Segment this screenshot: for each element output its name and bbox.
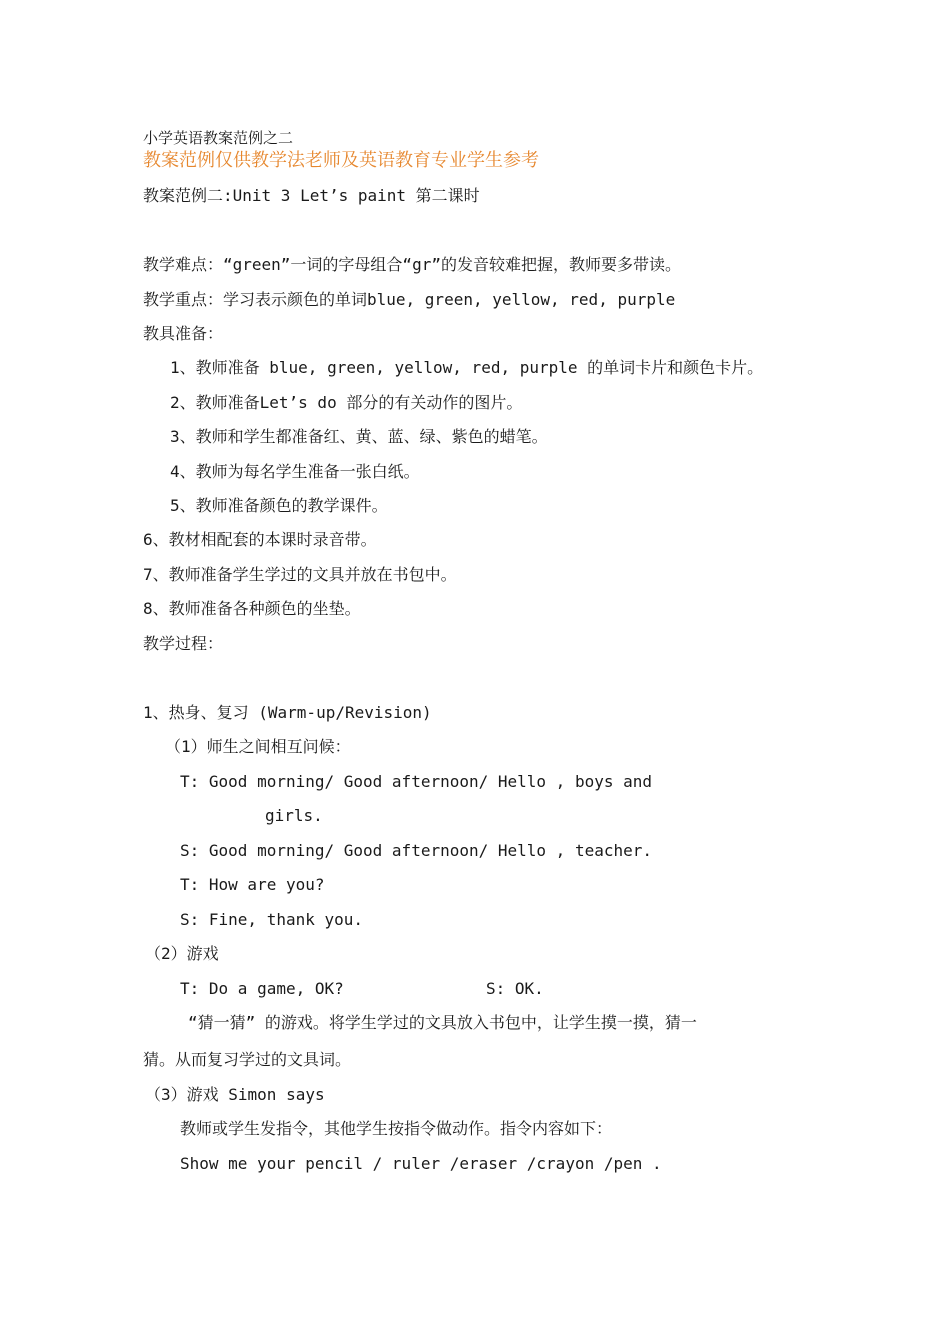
prep-item: 2、教师准备Let’s do 部分的有关动作的图片。 (170, 393, 523, 412)
simon-description: 教师或学生发指令，其他学生按指令做动作。指令内容如下： (180, 1119, 613, 1138)
prep-item: 5、教师准备颜色的教学课件。 (170, 496, 388, 515)
step1-heading: 1、热身、复习 (Warm-up/Revision) (143, 703, 432, 722)
document-header-title: 小学英语教案范例之二 (143, 129, 294, 147)
dialog-line: T: How are you? (180, 875, 325, 894)
lesson-title: 教案范例二:Unit 3 Let’s paint 第二课时 (143, 186, 480, 205)
game-description: “猜一猜” 的游戏。将学生学过的文具放入书包中，让学生摸一摸，猜一 (188, 1013, 697, 1032)
sub2-heading: （2）游戏 (145, 944, 219, 963)
teaching-key-points: 教学重点：学习表示颜色的单词blue, green, yellow, red, purple (143, 290, 676, 309)
document-subtitle: 教案范例仅供教学法老师及英语教育专业学生参考 (143, 150, 539, 171)
dialog-line: girls. (265, 806, 323, 825)
game-student-line: S: OK. (486, 979, 544, 998)
prep-item: 8、教师准备各种颜色的坐垫。 (143, 599, 361, 618)
simon-command: Show me your pencil / ruler /eraser /crayon /pen . (180, 1154, 662, 1173)
sub1-heading: （1）师生之间相互问候： (165, 737, 351, 756)
dialog-line: S: Fine, thank you. (180, 910, 364, 929)
process-heading: 教学过程： (143, 634, 224, 653)
game-description-cont: 猜。从而复习学过的文具词。 (143, 1050, 352, 1069)
sub3-heading: （3）游戏 Simon says (145, 1085, 325, 1104)
game-teacher-line: T: Do a game, OK? (180, 979, 344, 998)
prep-item: 1、教师准备 blue, green, yellow, red, purple 的单词卡片和颜色卡片。 (170, 358, 764, 377)
teaching-difficulty: 教学难点：“green”一词的字母组合“gr”的发音较难把握，教师要多带读。 (143, 255, 681, 274)
dialog-line: T: Good morning/ Good afternoon/ Hello , boys and (180, 772, 653, 791)
dialog-line: S: Good morning/ Good afternoon/ Hello , teacher. (180, 841, 653, 860)
prep-heading: 教具准备： (143, 324, 224, 343)
prep-item: 3、教师和学生都准备红、黄、蓝、绿、紫色的蜡笔。 (170, 427, 548, 446)
prep-item: 6、教材相配套的本课时录音带。 (143, 530, 377, 549)
prep-item: 7、教师准备学生学过的文具并放在书包中。 (143, 565, 457, 584)
prep-item: 4、教师为每名学生准备一张白纸。 (170, 462, 420, 481)
